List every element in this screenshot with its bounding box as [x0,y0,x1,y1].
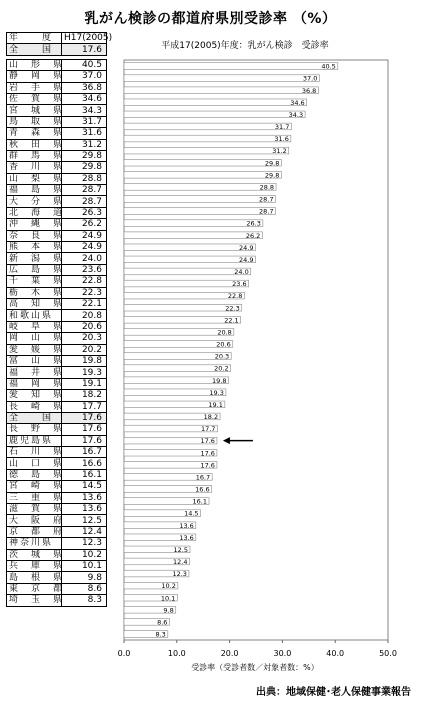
bar-value-label: 19.8 [212,376,227,385]
bars-group [124,63,338,639]
table-row-value: 24.9 [62,242,107,253]
table-row-value: 24.9 [62,230,107,241]
table-row-label: 宮 城 県 [7,105,62,116]
table-row-value: 28.7 [62,185,107,196]
table-row-label: 新 潟 県 [7,253,62,264]
table-row-value: 40.5 [62,59,107,70]
table-row-label: 愛 媛 県 [7,344,62,355]
table-row-label: 秋 田 県 [7,139,62,150]
bar-value-label: 26.3 [246,219,261,228]
table-row-label: 長 野 県 [7,424,62,435]
bar [124,244,255,251]
table-national-label: 全 国 [7,44,62,55]
x-ticks-group [118,640,397,658]
page-title: 乳がん検診の都道府県別受診率 （%） [84,11,337,27]
table-row-value: 34.3 [62,105,107,116]
table-header-label: 年 度 [7,33,62,44]
bar [124,232,262,239]
source-note: 出典：地域保健･老人保健事業報告 [256,687,411,698]
bar-value-label: 34.6 [290,98,305,107]
bar [124,111,305,118]
table-row-value: 12.5 [62,515,107,526]
bar-value-label: 24.9 [238,255,254,264]
bar-value-label: 31.6 [274,135,289,144]
table-row-value: 22.1 [62,298,107,309]
bar-value-label: 16.1 [192,497,208,506]
table-row-value: 22.3 [62,287,107,298]
table-row-value: 34.6 [62,93,107,104]
table-row-label: 茨 城 県 [7,549,62,560]
table-row-label: 鹿児島県 [7,435,62,446]
table-row-label: 兵 庫 県 [7,560,62,571]
arrow-head [223,437,230,444]
bar-value-label: 20.8 [217,328,232,337]
table-row-label: 岩 手 県 [7,82,62,93]
table-row-value: 12.3 [62,538,107,549]
x-tick-label: 20.0 [220,649,239,658]
table-row-value: 10.2 [62,549,107,560]
bar [124,147,289,154]
bar-value-label: 8.3 [155,630,166,639]
table-row-value: 20.2 [62,344,107,355]
table-row-value: 24.0 [62,253,107,264]
table-row-label: 徳 島 県 [7,469,62,480]
plot-frame [124,60,388,640]
bar-value-label: 10.1 [160,594,176,603]
table-row-value: 17.7 [62,401,107,412]
table-row-value: 17.6 [62,412,107,423]
bar [124,63,338,70]
bar [124,268,251,275]
bar [124,292,244,299]
table-row-value: 28.7 [62,196,107,207]
x-tick-label: 30.0 [273,649,292,658]
table-row-value: 31.2 [62,139,107,150]
bar-value-label: 23.6 [232,280,247,289]
table-row-label: 鳥 取 県 [7,116,62,127]
bar-value-label: 16.7 [195,473,211,482]
table-row-label: 岐 阜 県 [7,321,62,332]
table-row-value: 19.3 [62,367,107,378]
bar-value-label: 17.7 [200,425,216,434]
table-row-value: 8.6 [62,583,107,594]
table-row-value: 23.6 [62,264,107,275]
chart-title: 平成17(2005)年度：乳がん検診 受診率 [161,41,329,51]
bar-value-label: 9.8 [163,606,174,615]
table-row-label: 愛 知 県 [7,390,62,401]
bar-value-label: 13.6 [179,521,194,530]
bar-value-label: 37.0 [302,74,318,83]
bar-value-label: 22.1 [224,316,239,325]
bar-value-label: 18.2 [203,413,219,422]
table-row-label: 京 都 府 [7,526,62,537]
bar [124,75,319,82]
bar-value-label: 34.3 [288,110,304,119]
table-row-label: 静 岡 県 [7,71,62,82]
table-row-label: 東 京 都 [7,583,62,594]
table-row-value: 29.8 [62,150,107,161]
table-row-value: 29.8 [62,162,107,173]
table-row-label: 埼 玉 県 [7,595,62,606]
bar [124,135,291,142]
bar-value-label: 24.9 [238,243,254,252]
table-row-label: 滋 賀 県 [7,504,62,515]
table-row-label: 石 川 県 [7,447,62,458]
bar [124,220,263,227]
table-row-value: 17.6 [62,424,107,435]
table-row-label: 熊 本 県 [7,242,62,253]
table-row-label: 千 葉 県 [7,276,62,287]
table-row-value: 12.4 [62,526,107,537]
bar-value-label: 19.1 [208,400,223,409]
table-row-label: 宮 崎 県 [7,481,62,492]
table-row-label: 神奈川県 [7,538,62,549]
bar-value-label: 10.2 [161,582,176,591]
bar [124,99,307,106]
x-tick-label: 0.0 [117,649,131,658]
bar [124,316,241,323]
table-row-value: 28.8 [62,173,107,184]
table-row-value: 20.6 [62,321,107,332]
bar-value-label: 22.8 [227,292,243,301]
table-row-label: 島 根 県 [7,572,62,583]
table-row-value: 26.3 [62,207,107,218]
bar-value-label: 16.6 [195,485,210,494]
bar-value-label: 29.8 [264,159,280,168]
x-tick-label: 40.0 [326,649,345,658]
bar-value-label: 17.6 [200,437,215,446]
table-row-label: 山 口 県 [7,458,62,469]
bar-value-label: 20.2 [214,364,229,373]
x-axis-label: 受診率（受診者数／対象者数：%） [191,663,319,672]
table-row-value: 22.8 [62,276,107,287]
bar-value-label: 13.6 [179,533,194,542]
bar [124,171,281,178]
bar-value-label: 12.4 [172,558,188,567]
bar-value-label: 17.6 [200,461,215,470]
table-row-value: 16.7 [62,447,107,458]
bar-value-label: 28.8 [259,183,275,192]
table-row-value: 31.7 [62,116,107,127]
bar-value-label: 19.3 [209,388,224,397]
table-row-label: 香 川 県 [7,162,62,173]
table-row-label: 全 国 [7,412,62,423]
bar-value-label: 12.5 [173,545,188,554]
table-row-label: 群 馬 県 [7,150,62,161]
bar-value-label: 28.7 [259,207,274,216]
bar-value-label: 12.3 [172,570,187,579]
table-row-label: 高 知 県 [7,298,62,309]
table-row-value: 17.6 [62,435,107,446]
table-row-label: 富 山 県 [7,355,62,366]
table-row-value: 13.6 [62,492,107,503]
table-row-label: 青 森 県 [7,128,62,139]
table-row-value: 19.1 [62,378,107,389]
table-row-value: 16.1 [62,469,107,480]
bar-value-label: 8.6 [157,618,168,627]
table-row-value: 20.3 [62,333,107,344]
bar-value-label: 14.5 [184,509,199,518]
table-row-label: 和歌山県 [7,310,62,321]
table-row-label: 大 分 県 [7,196,62,207]
bar [124,123,291,130]
bar-value-label: 31.2 [272,147,287,156]
table-national-value: 17.6 [62,44,107,55]
table-row-label: 広 島 県 [7,264,62,275]
table-row-label: 奈 良 県 [7,230,62,241]
bar [124,208,276,215]
table-row-value: 10.1 [62,560,107,571]
table-row-label: 長 崎 県 [7,401,62,412]
table-row-value: 31.6 [62,128,107,139]
table-row-value: 19.8 [62,355,107,366]
bar-value-label: 17.6 [200,449,215,458]
table-row-value: 26.2 [62,219,107,230]
table-row-label: 大 阪 府 [7,515,62,526]
table-row-label: 山 形 県 [7,59,62,70]
table-row-label: 福 島 県 [7,185,62,196]
table-row-label: 福 井 県 [7,367,62,378]
bar-value-label: 24.0 [234,268,249,277]
bar-value-label: 29.8 [264,171,280,180]
x-tick-label: 10.0 [167,649,186,658]
bar [124,196,276,203]
bar-value-label: 20.3 [214,352,230,361]
bar [124,184,276,191]
bar-value-label: 31.7 [274,123,290,132]
table-row-value: 9.8 [62,572,107,583]
table-row-label: 沖 縄 県 [7,219,62,230]
bar [124,87,318,94]
bar [124,256,255,263]
bar [124,304,242,311]
bar-value-label: 22.3 [225,304,240,313]
table-row-label: 山 梨 県 [7,173,62,184]
bar [124,280,249,287]
table-row-value: 16.6 [62,458,107,469]
table-header-year: H17(2005) [62,33,107,44]
table-row-value: 36.8 [62,82,107,93]
bar-value-label: 26.2 [245,231,261,240]
bar-value-label: 36.8 [301,86,317,95]
national-arrow-icon [223,437,253,444]
table-row-value: 8.3 [62,595,107,606]
bar-value-label: 40.5 [321,62,336,71]
table-row-value: 20.8 [62,310,107,321]
x-tick-label: 50.0 [379,649,397,658]
bar-value-label: 20.6 [216,340,231,349]
table-row-label: 岡 山 県 [7,333,62,344]
table-row-value: 13.6 [62,504,107,515]
table-row-label: 栃 木 県 [7,287,62,298]
table-row-label: 北 海 道 [7,207,62,218]
bar-value-label: 28.7 [259,195,274,204]
table-row-value: 18.2 [62,390,107,401]
table-row-value: 14.5 [62,481,107,492]
bar [124,159,281,166]
table-row-label: 佐 賀 県 [7,93,62,104]
table-row-value: 37.0 [62,71,107,82]
table-row-label: 福 岡 県 [7,378,62,389]
table-row-label: 三 重 県 [7,492,62,503]
